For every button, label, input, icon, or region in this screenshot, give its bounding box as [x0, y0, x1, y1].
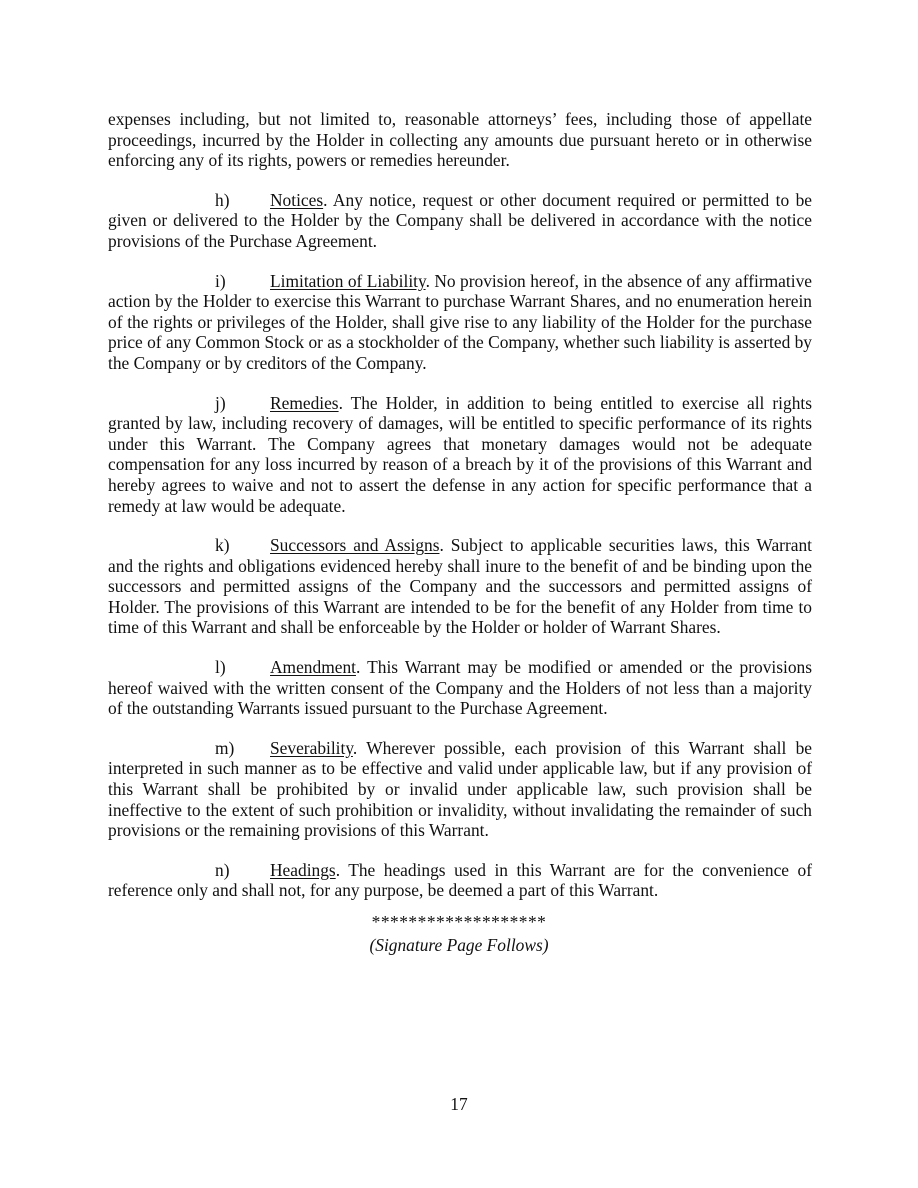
section-number: l): [215, 657, 226, 678]
section-number: i): [215, 270, 226, 291]
section-text: . This Warrant may be modified or amended or the provisions hereof waived with the written consent of the Company and the Holders of not less than a majority of the outstanding Warrants issued pursuant to the Purchase Agreement.: [108, 657, 812, 719]
section-number: j): [215, 392, 226, 413]
section-heading: Limitation of Liability: [270, 270, 426, 291]
section-notices: [108, 190, 812, 252]
section-heading: Severability: [270, 737, 353, 758]
section-number: k): [215, 535, 230, 556]
section-limitation-of-liability: [108, 271, 812, 374]
section-text: . The Holder, in addition to being entitled to exercise all rights granted by law, including recovery of damages, will be entitled to specific performance of its rights under this Warrant. The Company agrees that monetary damages would not be adequate compensation for any loss incurred by reason of a breach by it of the provisions of this Warrant and hereby agrees to waive and not to assert the defense in any action for specific performance that a remedy at law would be adequate.: [108, 392, 812, 516]
section-heading: Headings: [270, 859, 336, 880]
page-number: 17: [450, 1094, 468, 1114]
section-heading: Remedies: [270, 392, 339, 413]
section-text: . Wherever possible, each provision of this Warrant shall be interpreted in such manner as to be effective and valid under applicable law, but if any provision of this Warrant shall be prohibited by or invalid under applicable law, such provision shall be ineffective to the extent of such prohibition or invalidity, without invalidating the remainder of such provisions or the remaining provisions of this Warrant.: [108, 737, 812, 841]
section-heading: Amendment: [270, 657, 356, 678]
section-amendment: [108, 657, 812, 719]
section-text: . No provision hereof, in the absence of any affirmative action by the Holder to exercise this Warrant to purchase Warrant Shares, and no enumeration herein of the rights or privileges of the Holder, shall give rise to any liability of the Holder for the purchase price of any Common Stock or as a stockholder of the Company, whether such liability is asserted by the Company or by creditors of the Company.: [108, 270, 813, 373]
signature-page-note: (Signature Page Follows): [369, 935, 549, 955]
section-remedies: [108, 393, 812, 517]
intro-paragraph: expenses including, but not limited to, reasonable attorneys’ fees, including those of appellate proceedings, incurred by the Holder in collecting any amounts due pursuant hereto or in otherwise enforcing any of its rights, powers or remedies hereunder.: [108, 109, 812, 171]
section-text: . Any notice, request or other document required or permitted to be given or delivered to the Holder by the Company shall be delivered in accordance with the notice provisions of the Purchase Agreement.: [108, 189, 812, 251]
section-heading: Notices: [270, 189, 324, 210]
section-headings: [108, 860, 812, 901]
section-number: h): [215, 189, 230, 210]
asterisk-separator: *******************: [371, 912, 547, 932]
section-severability: [108, 738, 812, 841]
document-body: [108, 109, 812, 920]
section-text: . Subject to applicable securities laws, this Warrant and the rights and obligations evidenced hereby shall inure to the benefit of and be binding upon the successors and permitted assigns of the Company and the successors and permitted assigns of Holder. The provisions of this Warrant are intended to be for the benefit of any Holder from time to time of this Warrant and shall be enforceable by the Holder or holder of Warrant Shares.: [108, 535, 812, 638]
section-successors-and-assigns: [108, 535, 812, 638]
section-heading: Successors and Assigns: [270, 535, 440, 556]
section-number: m): [215, 737, 235, 758]
section-number: n): [215, 859, 230, 880]
section-text: . The headings used in this Warrant are for the convenience of reference only and shall not, for any purpose, be deemed a part of this Warrant.: [108, 859, 812, 901]
